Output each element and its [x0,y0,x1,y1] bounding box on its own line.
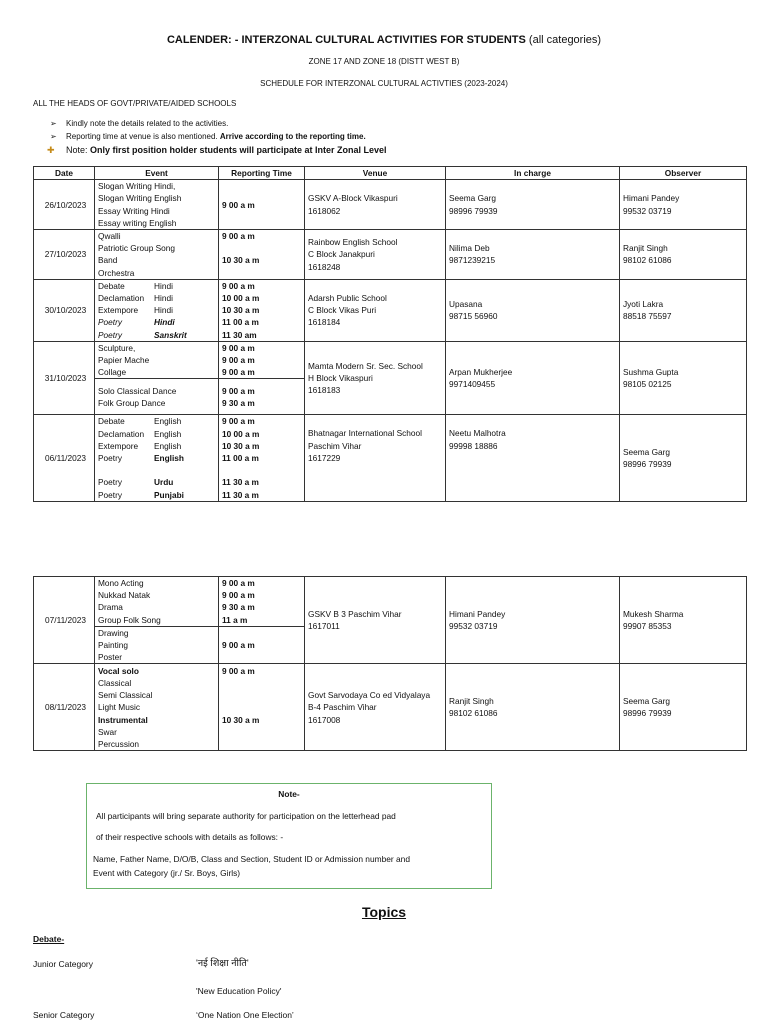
time-cell: 9 00 a m 9 00 a m 9 30 a m 11 a m [219,577,305,627]
time-cell: 9 00 a m [219,180,305,230]
event-cell: Debate Hindi Declamation Hindi Extempore Hindi Poetry Hindi Poetry Sanskrit [95,279,219,341]
debate-heading: Debate- [33,934,65,944]
table-row [34,341,747,379]
page-title: CALENDER: - INTERZONAL CULTURAL ACTIVITIES FOR STUDENTS (all categories) [166,34,602,46]
observer-cell: Sushma Gupta 98105 02125 [620,341,747,415]
junior-category-label: Junior Category [33,959,94,969]
cross-bullet-icon: ✚ [47,145,55,155]
event-cell: Sculpture, Papier Mache Collage [95,341,219,379]
event-cell: Debate English Declamation English Extempore English Poetry English Poetry Urdu Poetry Punjabi [95,415,219,501]
table-row [34,230,747,280]
time-cell: 9 00 a m 9 00 a m 9 00 a m [219,341,305,379]
venue-cell: Bhatnagar International School Paschim Vihar 1617229 [305,415,446,501]
incharge-cell: Himani Pandey 99532 03719 [446,577,620,664]
time-cell: 9 00 a m 9 30 a m [219,379,305,415]
arrow-bullet-icon: ➢ [50,132,57,141]
column-header: Reporting Time [219,167,305,180]
table-row [34,664,747,751]
note-line: Name, Father Name, D/O/B, Class and Section, Student ID or Admission number and [93,854,410,864]
incharge-cell: Seema Garg 98996 79939 [446,180,620,230]
venue-cell: Rainbow English School C Block Janakpuri 1618248 [305,230,446,280]
table-row [34,180,747,230]
incharge-cell: Arpan Mukherjee 9971409455 [446,341,620,415]
heads-line: ALL THE HEADS OF GOVT/PRIVATE/AIDED SCHOOLS [33,99,237,108]
event-cell: Drawing Painting Poster [95,626,219,664]
arrow-bullet-icon: ➢ [50,119,57,128]
event-cell: Slogan Writing Hindi, Slogan Writing English Essay Writing Hindi Essay writing English [95,180,219,230]
event-cell: Solo Classical Dance Folk Group Dance [95,379,219,415]
column-header: Observer [620,167,747,180]
table-row [34,415,747,501]
time-cell: 9 00 a m 10 00 a m 10 30 a m 11 00 a m 11 30 am [219,279,305,341]
table-header-row [34,167,747,180]
incharge-cell: Upasana 98715 56960 [446,279,620,341]
junior-topic-hindi: 'नई शिक्षा नीति' [196,958,249,969]
senior-topic-english: ‘One Nation One Election’ [196,1010,294,1020]
time-cell: 9 00 a m 10 00 a m 10 30 a m 11 00 a m 11 30 a m 11 30 a m [219,415,305,501]
observer-cell: Jyoti Lakra 88518 75597 [620,279,747,341]
venue-cell: Mamta Modern Sr. Sec. School H Block Vikaspuri 1618183 [305,341,446,415]
bullet-item: ✚ Note: Only first position holder students will participate at Inter Zonal Level [47,145,387,155]
incharge-cell: Ranjit Singh 98102 61086 [446,664,620,751]
date-cell: 07/11/2023 [34,577,95,664]
column-header: Date [34,167,95,180]
time-cell: 9 00 a m 10 30 a m [219,664,305,751]
date-cell: 08/11/2023 [34,664,95,751]
event-cell: Vocal solo Classical Semi Classical Light Music Instrumental Swar Percussion [95,664,219,751]
date-cell: 31/10/2023 [34,341,95,415]
observer-cell: Ranjit Singh 98102 61086 [620,230,747,280]
event-cell: Qwalli Patriotic Group Song Band Orchestra [95,230,219,280]
incharge-cell: Nilima Deb 9871239215 [446,230,620,280]
time-cell: 9 00 a m 10 30 a m [219,230,305,280]
venue-cell: Adarsh Public School C Block Vikas Puri 1618184 [305,279,446,341]
incharge-cell: Neetu Malhotra 99998 18886 [446,415,620,501]
schedule-table [33,166,747,502]
note-heading: Note- [278,789,300,799]
date-cell: 26/10/2023 [34,180,95,230]
note-box [86,783,492,889]
column-header: In charge [446,167,620,180]
note-line: Event with Category (jr./ Sr. Boys, Girls) [93,868,241,878]
bullet-item: ➢ Kindly note the details related to the activities. [50,119,229,128]
observer-cell: Seema Garg 98996 79939 [620,664,747,751]
column-header: Venue [305,167,446,180]
topics-heading: Topics [361,904,407,920]
schedule-line: SCHEDULE FOR INTERZONAL CULTURAL ACTIVTIES (2023-2024) [260,79,508,88]
date-cell: 27/10/2023 [34,230,95,280]
observer-cell: Himani Pandey 99532 03719 [620,180,747,230]
observer-cell: Seema Garg 98996 79939 [620,415,747,501]
venue-cell: Govt Sarvodaya Co ed Vidyalaya B-4 Paschim Vihar 1617008 [305,664,446,751]
event-cell: Mono Acting Nukkad Natak Drama Group Folk Song [95,577,219,627]
zone-line: ZONE 17 AND ZONE 18 (DISTT WEST B) [308,57,460,66]
venue-cell: GSKV A-Block Vikaspuri 1618062 [305,180,446,230]
table-row [34,577,747,627]
date-cell: 06/11/2023 [34,415,95,501]
junior-topic-english: 'New Education Policy' [196,986,282,996]
column-header: Event [95,167,219,180]
bullet-item: ➢ Reporting time at venue is also mentioned. Arrive according to the reporting time. [50,132,366,141]
observer-cell: Mukesh Sharma 99907 85353 [620,577,747,664]
note-line: All participants will bring separate authority for participation on the letterhead pad [96,811,396,821]
schedule-table-continued [33,576,747,751]
note-line: of their respective schools with details as follows: - [96,832,284,842]
date-cell: 30/10/2023 [34,279,95,341]
table-row [34,279,747,341]
time-cell: 9 00 a m [219,626,305,664]
senior-category-label: Senior Category [33,1010,95,1020]
venue-cell: GSKV B 3 Paschim Vihar 1617011 [305,577,446,664]
